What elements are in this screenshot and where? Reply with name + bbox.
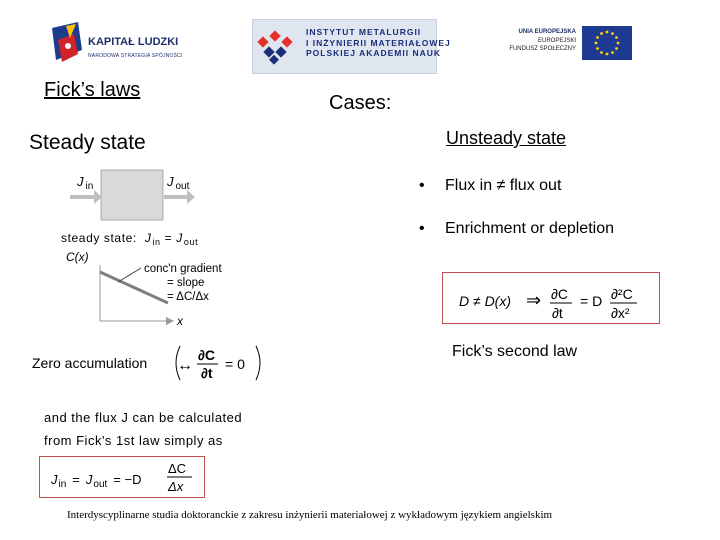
bullet-text: Flux in ≠ flux out: [445, 177, 562, 194]
footer-text: Interdyscyplinarne studia doktoranckie z zakresu inżynierii materiałowej z wykładowym językiem angielskim: [67, 509, 553, 521]
bullet-dot: •: [419, 177, 425, 194]
j-out-label: J $_{out}$: [167, 174, 190, 192]
eq-partial2-c: ∂²C: [611, 286, 633, 302]
eq-partial-c: ∂C: [551, 286, 569, 302]
d-not-dx: D ≠ D(x): [459, 293, 512, 309]
unsteady-state-heading: Unsteady state: [446, 128, 567, 148]
flux-note-line-1: and the flux J can be calculated: [44, 410, 243, 425]
j-in-label: J $_{in}$: [77, 174, 94, 192]
eu-line-2: EUROPEJSKI: [537, 37, 576, 44]
steady-state-equation: steady state: $J_{in} = J_{out}$: [61, 231, 199, 247]
eu-line-3: FUNDUSZ SPOŁECZNY: [509, 46, 576, 52]
delta-x: Δx: [168, 479, 184, 494]
equals-zero: = 0: [225, 356, 245, 372]
implies-arrow-2: ⇒: [526, 290, 542, 310]
implies-arrow: ↔: [177, 357, 193, 374]
eq-equals-d: = D: [580, 293, 603, 309]
kapital-ludzki-title: KAPITAŁ LUDZKI: [88, 36, 179, 48]
zero-accumulation-label: Zero accumulation: [32, 355, 148, 371]
gradient-label-3: = ΔC/Δx: [167, 291, 209, 303]
flux-note-line-2: from Fick's 1st law simply as: [44, 433, 223, 448]
partial-c: ∂C: [198, 347, 216, 363]
slide-title: Fick’s laws: [44, 79, 141, 101]
partial-t: ∂t: [201, 365, 213, 381]
gradient-label-1: conc'n gradient: [144, 263, 222, 275]
kapital-ludzki-subtitle: NARODOWA STRATEGIA SPÓJNOŚCI: [88, 53, 183, 59]
institute-line-2: I INŻYNIERII MATERIAŁOWEJ: [306, 37, 451, 48]
delta-c: ΔC: [168, 461, 187, 476]
cx-label: C(x): [66, 250, 89, 264]
eq-partial-x2: ∂x²: [611, 305, 630, 321]
institute-line-3: POLSKIEJ AKADEMII NAUK: [306, 48, 442, 58]
eq-partial-t: ∂t: [552, 305, 563, 321]
eu-line-1: UNIA EUROPEJSKA: [518, 29, 576, 35]
gradient-label-2: = slope: [167, 277, 205, 289]
x-axis-label: x: [177, 314, 183, 328]
second-law-caption: Fick’s second law: [452, 343, 578, 360]
bullet-text: Enrichment or depletion: [445, 220, 614, 237]
steady-state-heading: Steady state: [29, 131, 146, 154]
bullet-dot: •: [419, 220, 425, 237]
flux-equation: $J_{in} = J_{out} = -D$: [51, 472, 142, 490]
institute-line-1: INSTYTUT METALURGII: [306, 27, 422, 37]
cases-label: Cases:: [329, 92, 392, 114]
